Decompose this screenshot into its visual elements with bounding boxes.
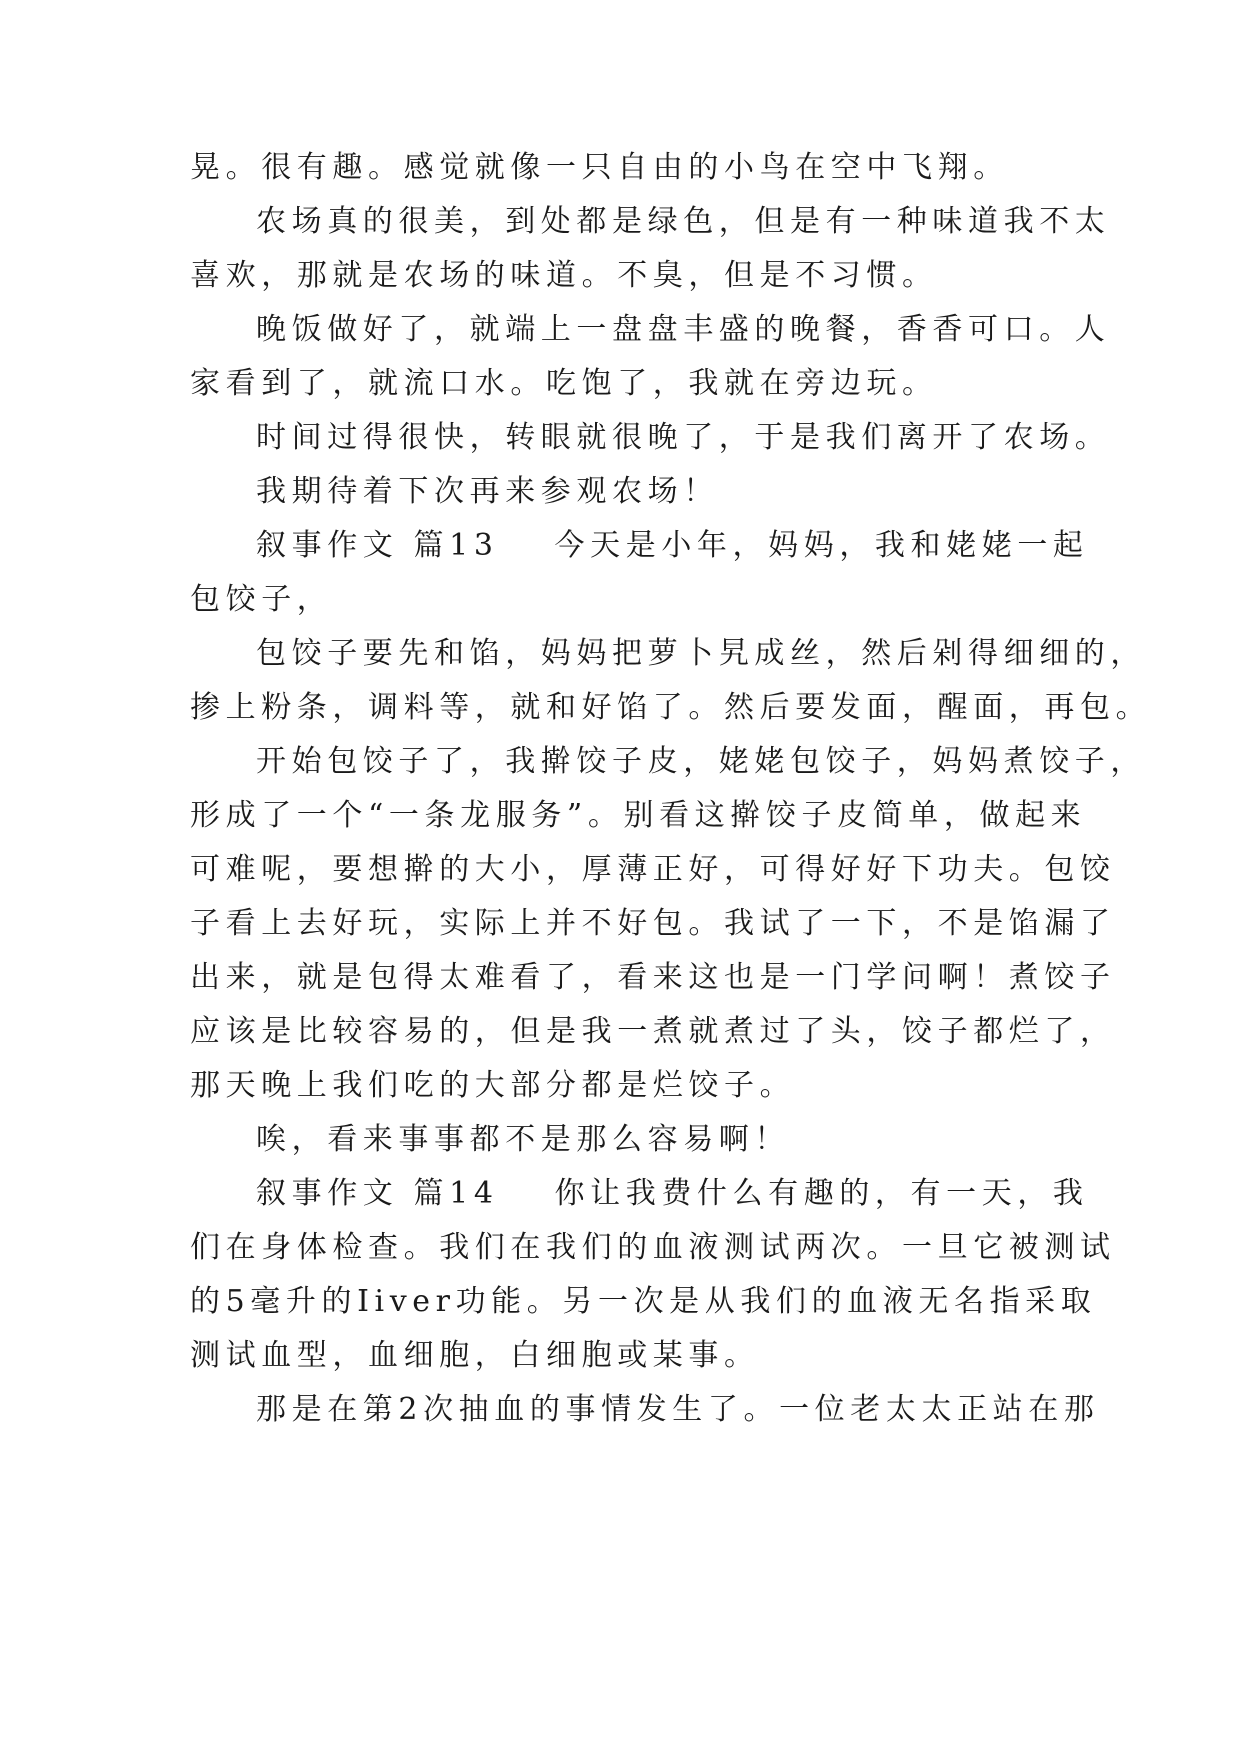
- text-line: 子看上去好玩，实际上并不好包。我试了一下，不是馅漏了: [190, 906, 1116, 941]
- text-line: 我期待着下次再来参观农场！: [256, 474, 719, 509]
- text-line: 出来，就是包得太难看了，看来这也是一门学问啊！煮饺子: [190, 960, 1116, 995]
- section-first-sentence: 今天是小年，妈妈，我和姥姥一起: [554, 528, 1089, 563]
- text-line: 包饺子要先和馅，妈妈把萝卜旯成丝，然后剁得细细的，: [256, 636, 1146, 671]
- text-line: 可难呢，要想擀的大小，厚薄正好，可得好好下功夫。包饺: [190, 852, 1116, 887]
- text-line: 掺上粉条，调料等，就和好馅了。然后要发面，醒面，再包。: [190, 690, 1152, 725]
- text-line: 开始包饺子了，我擀饺子皮，姥姥包饺子，妈妈煮饺子，: [256, 744, 1146, 779]
- text-line: 那天晚上我们吃的大部分都是烂饺子。: [190, 1068, 796, 1103]
- text-line: 的5毫升的Iiver功能。另一次是从我们的血液无名指采取: [190, 1284, 1097, 1319]
- text-line: 时间过得很快，转眼就很晚了，于是我们离开了农场。: [256, 420, 1111, 455]
- text-line: 测试血型，血细胞，白细胞或某事。: [190, 1338, 760, 1373]
- section-first-sentence: 你让我费什么有趣的，有一天，我: [554, 1176, 1089, 1211]
- section-heading-line: [0, 1167, 1241, 1221]
- text-line: 家看到了，就流口水。吃饱了，我就在旁边玩。: [190, 366, 938, 401]
- text-line: 那是在第2次抽血的事情发生了。一位老太太正站在那: [256, 1392, 1100, 1427]
- text-line: 形成了一个“一条龙服务”。别看这擀饺子皮简单，做起来: [190, 798, 1087, 833]
- section-heading-line: [0, 519, 1241, 573]
- text-line: 晚饭做好了，就端上一盘盘丰盛的晚餐，香香可口。人: [256, 312, 1111, 347]
- text-line: 唉，看来事事都不是那么容易啊！: [256, 1122, 790, 1157]
- section-heading: 叙事作文 篇14: [256, 1176, 499, 1211]
- text-line: 农场真的很美，到处都是绿色，但是有一种味道我不太: [256, 204, 1111, 239]
- text-line: 晃。很有趣。感觉就像一只自由的小鸟在空中飞翔。: [190, 150, 1009, 185]
- text-line: 应该是比较容易的，但是我一煮就煮过了头，饺子都烂了，: [190, 1014, 1116, 1049]
- text-line: 喜欢，那就是农场的味道。不臭，但是不习惯。: [190, 258, 938, 293]
- text-line: 包饺子，: [190, 582, 333, 617]
- section-heading: 叙事作文 篇13: [256, 528, 499, 563]
- text-line: 们在身体检查。我们在我们的血液测试两次。一旦它被测试: [190, 1230, 1116, 1265]
